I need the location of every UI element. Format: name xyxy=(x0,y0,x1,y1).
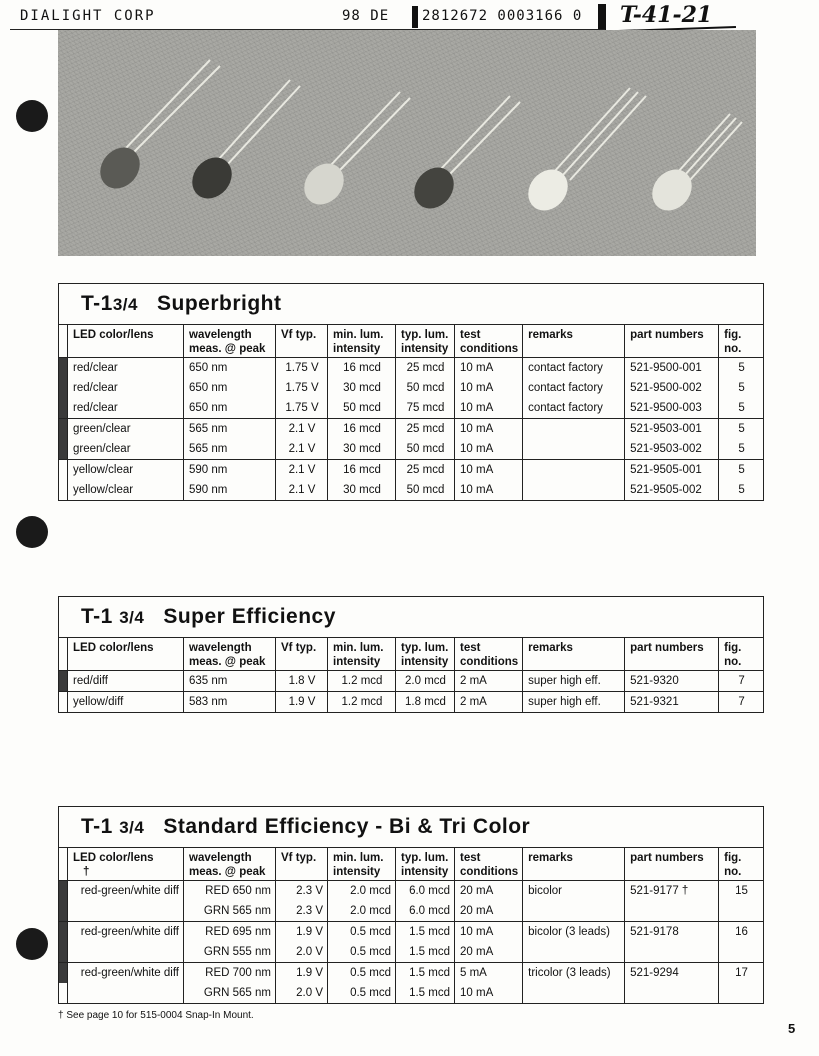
table-cell: 1.2 mcd xyxy=(328,671,396,692)
section-title: T-13/4 Superbright xyxy=(59,284,763,325)
table-cell: 1.9 V xyxy=(276,692,328,713)
table-cell: 25 mcd xyxy=(396,460,455,481)
table-cell: 2.0 V xyxy=(276,983,328,1003)
table-cell: 583 nm xyxy=(184,692,276,713)
table-cell: 1.75 V xyxy=(276,398,328,419)
table-cell: 1.8 V xyxy=(276,671,328,692)
table-cell: RED 700 nm xyxy=(184,963,276,984)
color-strip xyxy=(59,881,68,902)
table-cell: 521-9500-002 xyxy=(625,378,719,398)
table-cell: 75 mcd xyxy=(396,398,455,419)
table-cell: 16 xyxy=(719,922,763,943)
footnote: † See page 10 for 515-0004 Snap-In Mount. xyxy=(58,1010,254,1021)
binder-hole xyxy=(16,928,48,960)
color-strip xyxy=(59,460,68,481)
section-title: T-1 3/4 Super Efficiency xyxy=(59,597,763,638)
table-cell: 0.5 mcd xyxy=(328,922,396,943)
table-cell: 521-9505-002 xyxy=(625,480,719,500)
led-photo xyxy=(58,30,756,256)
page-number: 5 xyxy=(788,1021,796,1036)
column-header: part numbers xyxy=(625,638,719,671)
table-row xyxy=(59,671,763,692)
header-code-left: 98 DE xyxy=(342,8,390,24)
table-cell: 2.1 V xyxy=(276,460,328,481)
table-row xyxy=(59,358,763,379)
table-cell: 565 nm xyxy=(184,439,276,460)
table-cell: 10 mA xyxy=(455,378,523,398)
superbright-section xyxy=(58,283,764,501)
color-strip xyxy=(59,358,68,379)
table-cell: 2 mA xyxy=(455,692,523,713)
column-header: typ. lum. intensity xyxy=(396,325,455,358)
table-row xyxy=(59,439,763,460)
table-cell: 50 mcd xyxy=(328,398,396,419)
column-header: part numbers xyxy=(625,325,719,358)
table-cell xyxy=(625,942,719,963)
table-cell: 5 xyxy=(719,439,763,460)
color-strip xyxy=(59,480,68,500)
table-header-row xyxy=(59,848,763,881)
table-cell: 10 mA xyxy=(455,439,523,460)
table-cell: 521-9503-001 xyxy=(625,419,719,440)
table-cell: RED 650 nm xyxy=(184,881,276,902)
table-cell: 2.1 V xyxy=(276,439,328,460)
table-cell: 1.75 V xyxy=(276,358,328,379)
column-header: wavelength meas. @ peak xyxy=(184,848,276,881)
table-cell: 30 mcd xyxy=(328,480,396,500)
table-row xyxy=(59,942,763,963)
table-cell: super high eff. xyxy=(523,692,625,713)
table-cell: 30 mcd xyxy=(328,439,396,460)
table-cell: 1.5 mcd xyxy=(396,942,455,963)
table-cell xyxy=(625,901,719,922)
color-strip xyxy=(59,922,68,943)
color-strip xyxy=(59,942,68,963)
column-header: Vf typ. xyxy=(276,848,328,881)
table-cell: 0.5 mcd xyxy=(328,942,396,963)
table-cell: GRN 565 nm xyxy=(184,901,276,922)
table-cell: tricolor (3 leads) xyxy=(523,963,625,984)
table-cell: red/clear xyxy=(68,378,184,398)
table-row xyxy=(59,881,763,902)
table-cell: 16 mcd xyxy=(328,358,396,379)
table-cell: green/clear xyxy=(68,419,184,440)
table-cell: 10 mA xyxy=(455,358,523,379)
table-cell: 6.0 mcd xyxy=(396,881,455,902)
column-header: min. lum. intensity xyxy=(328,848,396,881)
binder-hole xyxy=(16,100,48,132)
column-header: remarks xyxy=(523,848,625,881)
column-header: fig. no. xyxy=(719,638,763,671)
table-cell: 50 mcd xyxy=(396,378,455,398)
table-cell: 2.1 V xyxy=(276,419,328,440)
column-header: remarks xyxy=(523,325,625,358)
table-cell: yellow/clear xyxy=(68,460,184,481)
table-cell: 1.9 V xyxy=(276,922,328,943)
table-cell: red/clear xyxy=(68,358,184,379)
table-cell: 650 nm xyxy=(184,378,276,398)
section-title: T-1 3/4 Standard Efficiency - Bi & Tri Color xyxy=(59,807,763,848)
color-strip xyxy=(59,378,68,398)
table-cell xyxy=(719,942,763,963)
column-header: fig. no. xyxy=(719,848,763,881)
table-cell: 7 xyxy=(719,671,763,692)
binder-hole xyxy=(16,516,48,548)
table-cell: 521-9294 xyxy=(625,963,719,984)
table-cell: 0.5 mcd xyxy=(328,963,396,984)
table-cell: 50 mcd xyxy=(396,439,455,460)
table-cell: 565 nm xyxy=(184,419,276,440)
color-strip xyxy=(59,692,68,713)
table-cell xyxy=(523,460,625,481)
table-row xyxy=(59,480,763,500)
table-cell: super high eff. xyxy=(523,671,625,692)
table-cell: 521-9500-001 xyxy=(625,358,719,379)
column-header: wavelength meas. @ peak xyxy=(184,325,276,358)
handwritten-code: T-41-21 xyxy=(620,2,713,28)
table-cell xyxy=(523,419,625,440)
color-strip xyxy=(59,439,68,460)
table-cell: red-green/white diff xyxy=(68,881,184,902)
table-cell: 2.0 mcd xyxy=(328,901,396,922)
table-cell: 2.3 V xyxy=(276,901,328,922)
table-cell xyxy=(68,983,184,1003)
table-cell xyxy=(68,942,184,963)
table-cell: 20 mA xyxy=(455,942,523,963)
color-strip xyxy=(59,398,68,419)
table-cell: 521-9500-003 xyxy=(625,398,719,419)
column-header: test conditions xyxy=(455,325,523,358)
table-cell: 6.0 mcd xyxy=(396,901,455,922)
table-cell: red-green/white diff xyxy=(68,963,184,984)
table-cell: 5 xyxy=(719,378,763,398)
table-row xyxy=(59,983,763,1003)
table-cell: 10 mA xyxy=(455,983,523,1003)
table-cell: 521-9503-002 xyxy=(625,439,719,460)
super-efficiency-table xyxy=(59,638,763,712)
header-code-right: 2812672 0003166 0 xyxy=(422,8,583,24)
column-header: LED color/lens xyxy=(68,638,184,671)
table-cell: 20 mA xyxy=(455,881,523,902)
page-header xyxy=(0,0,819,32)
table-cell: 1.5 mcd xyxy=(396,983,455,1003)
table-row xyxy=(59,419,763,440)
company-name: DIALIGHT CORP xyxy=(20,8,156,24)
column-header: typ. lum. intensity xyxy=(396,848,455,881)
superbright-table xyxy=(59,325,763,500)
table-cell: 1.5 mcd xyxy=(396,922,455,943)
column-header: wavelength meas. @ peak xyxy=(184,638,276,671)
table-cell: 15 xyxy=(719,881,763,902)
table-cell: yellow/clear xyxy=(68,480,184,500)
table-cell: RED 695 nm xyxy=(184,922,276,943)
table-cell: 10 mA xyxy=(455,460,523,481)
table-cell: 635 nm xyxy=(184,671,276,692)
table-cell: 10 mA xyxy=(455,398,523,419)
table-cell: 5 xyxy=(719,398,763,419)
table-cell: 10 mA xyxy=(455,922,523,943)
color-strip xyxy=(59,983,68,1003)
table-cell: 521-9505-001 xyxy=(625,460,719,481)
header-bar-mark xyxy=(598,4,606,30)
table-cell: 5 mA xyxy=(455,963,523,984)
table-cell: 650 nm xyxy=(184,358,276,379)
table-cell: 30 mcd xyxy=(328,378,396,398)
table-cell: 1.8 mcd xyxy=(396,692,455,713)
table-cell: 25 mcd xyxy=(396,419,455,440)
column-header: min. lum. intensity xyxy=(328,325,396,358)
table-row xyxy=(59,460,763,481)
column-header: Vf typ. xyxy=(276,638,328,671)
column-header: LED color/lens xyxy=(68,325,184,358)
table-cell: 521-9320 xyxy=(625,671,719,692)
table-cell xyxy=(719,901,763,922)
table-row xyxy=(59,692,763,713)
table-cell xyxy=(68,901,184,922)
header-bar-mark xyxy=(412,6,418,28)
table-header-row xyxy=(59,638,763,671)
table-cell: 20 mA xyxy=(455,901,523,922)
led-photo-illustration xyxy=(58,30,756,256)
column-header: fig. no. xyxy=(719,325,763,358)
table-cell: 2.0 V xyxy=(276,942,328,963)
table-cell: 25 mcd xyxy=(396,358,455,379)
table-cell: 2.0 mcd xyxy=(328,881,396,902)
table-cell: contact factory xyxy=(523,398,625,419)
table-cell: GRN 565 nm xyxy=(184,983,276,1003)
table-row xyxy=(59,901,763,922)
table-row xyxy=(59,398,763,419)
table-cell: 5 xyxy=(719,480,763,500)
table-cell: 10 mA xyxy=(455,480,523,500)
table-cell: 1.75 V xyxy=(276,378,328,398)
table-cell: 5 xyxy=(719,419,763,440)
column-header: LED color/lens † xyxy=(68,848,184,881)
table-cell: yellow/diff xyxy=(68,692,184,713)
table-cell: 10 mA xyxy=(455,419,523,440)
table-cell: 1.2 mcd xyxy=(328,692,396,713)
table-cell: 17 xyxy=(719,963,763,984)
table-cell: 5 xyxy=(719,460,763,481)
table-cell: bicolor (3 leads) xyxy=(523,922,625,943)
color-strip xyxy=(59,963,68,984)
column-header: typ. lum. intensity xyxy=(396,638,455,671)
table-cell: green/clear xyxy=(68,439,184,460)
table-cell: red-green/white diff xyxy=(68,922,184,943)
bi-tri-color-section xyxy=(58,806,764,1004)
table-cell xyxy=(523,439,625,460)
table-cell: 590 nm xyxy=(184,460,276,481)
table-cell: 5 xyxy=(719,358,763,379)
table-cell: 2.0 mcd xyxy=(396,671,455,692)
table-cell: GRN 555 nm xyxy=(184,942,276,963)
table-cell: 1.5 mcd xyxy=(396,963,455,984)
column-header: Vf typ. xyxy=(276,325,328,358)
table-cell xyxy=(719,983,763,1003)
table-cell: 2.3 V xyxy=(276,881,328,902)
table-cell: 50 mcd xyxy=(396,480,455,500)
table-cell xyxy=(523,480,625,500)
table-cell: 521-9177 † xyxy=(625,881,719,902)
table-cell: 521-9321 xyxy=(625,692,719,713)
column-header: test conditions xyxy=(455,638,523,671)
table-row xyxy=(59,378,763,398)
table-cell xyxy=(523,901,625,922)
table-cell: 1.9 V xyxy=(276,963,328,984)
table-cell: 16 mcd xyxy=(328,419,396,440)
super-efficiency-section xyxy=(58,596,764,713)
table-cell: 650 nm xyxy=(184,398,276,419)
table-cell: contact factory xyxy=(523,358,625,379)
table-header-row xyxy=(59,325,763,358)
color-strip xyxy=(59,901,68,922)
table-cell: 2 mA xyxy=(455,671,523,692)
color-strip xyxy=(59,671,68,692)
table-cell: contact factory xyxy=(523,378,625,398)
column-header: remarks xyxy=(523,638,625,671)
table-cell xyxy=(625,983,719,1003)
table-row xyxy=(59,963,763,984)
column-header: test conditions xyxy=(455,848,523,881)
color-strip xyxy=(59,419,68,440)
table-cell xyxy=(523,942,625,963)
table-cell: 7 xyxy=(719,692,763,713)
table-cell: red/diff xyxy=(68,671,184,692)
table-cell: bicolor xyxy=(523,881,625,902)
table-cell: 0.5 mcd xyxy=(328,983,396,1003)
column-header: part numbers xyxy=(625,848,719,881)
table-cell: 16 mcd xyxy=(328,460,396,481)
table-cell: 2.1 V xyxy=(276,480,328,500)
table-cell: red/clear xyxy=(68,398,184,419)
table-row xyxy=(59,922,763,943)
table-cell xyxy=(523,983,625,1003)
bi-tri-color-table xyxy=(59,848,763,1003)
column-header: min. lum. intensity xyxy=(328,638,396,671)
table-cell: 590 nm xyxy=(184,480,276,500)
table-cell: 521-9178 xyxy=(625,922,719,943)
